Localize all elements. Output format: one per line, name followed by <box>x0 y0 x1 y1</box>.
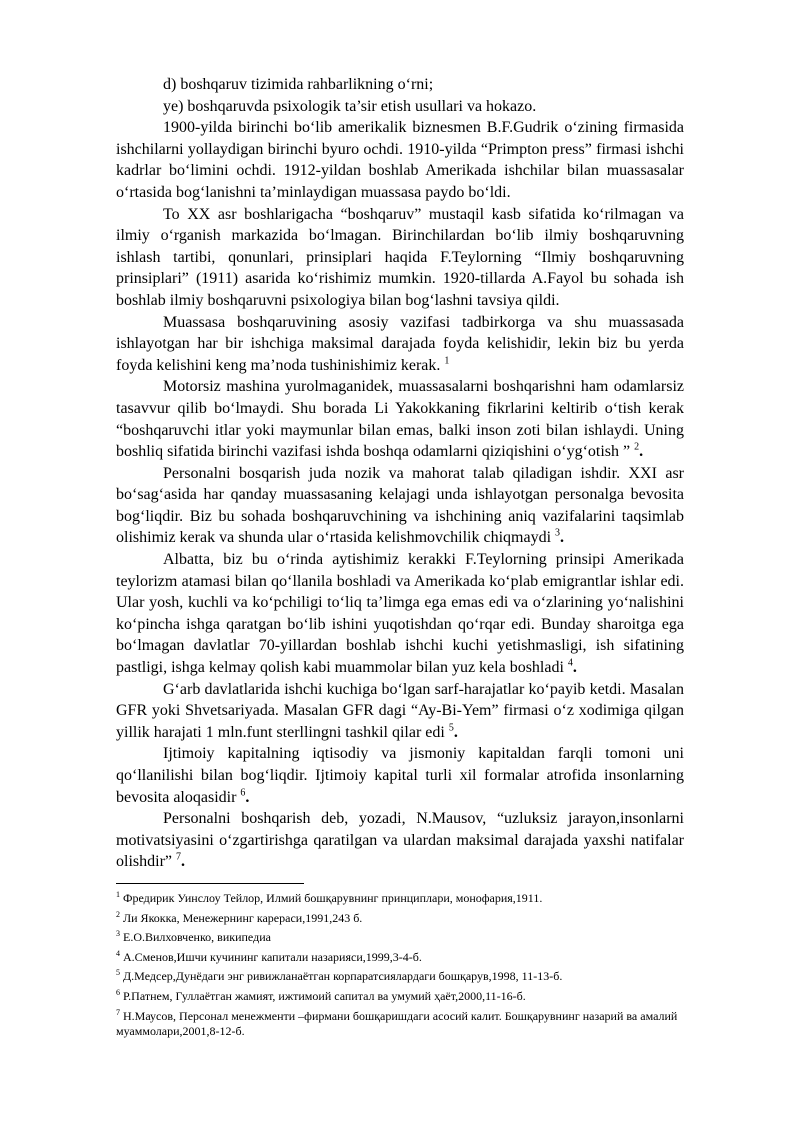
footnote <box>116 926 684 946</box>
footnote <box>116 965 684 985</box>
paragraph-text: ye) boshqaruvda psixologik ta’sir etish usullari va hokazo. <box>163 97 537 115</box>
footnote-text: Д.Медсер,Дунёдаги энг ривижланаётган корпаратсиялардаги бошқарув,1998, 11-13-б. <box>123 969 563 984</box>
footnote-number: 4 <box>116 948 120 958</box>
paragraph-text: Personalni boshqarish deb, yozadi, N.Mausov, “uzluksiz jarayon,insonlarni motivatsiyasini o‘zgartirishga qaratilgan va ulardan maksimal darajada yaxshi natifalar olishdir” <box>116 810 684 871</box>
paragraph-text: G‘arb davlatlarida ishchi kuchiga bo‘lgan sarf-harajatlar ko‘payib ketdi. Masalan GFR yoki Shvetsariyada. Masalan GFR dagi “Ay-Bi-Yem” firmasi o‘z xodimiga qilgan yillik harajati 1 mln.funt sterllingni tashkil qilar edi <box>116 680 684 741</box>
footnote-ref: 5 <box>448 722 454 734</box>
paragraph-text: Motorsiz mashina yurolmaganidek, muassasalarni boshqarishni ham odamlarsiz tasavvur qilib bo‘lmaydi. Shu borada Li Yakokkaning fikrlarini keltirib o‘tish kerak “boshqaruvchi itlar yoki maymunlar bilan emas, balki inson zoti bilan ishlaydi. Uning boshliq sifatida birinchi vazifasi ishda boshqa odamlarni qiziqishini o‘yg‘otish ” <box>116 378 684 461</box>
footnote-number: 5 <box>116 968 120 978</box>
footnote <box>116 946 684 966</box>
footnote-ref: 1 <box>444 355 450 367</box>
paragraph-tail: . <box>453 723 458 741</box>
footnote-ref: 3 <box>555 528 561 540</box>
footnote-ref: 7 <box>176 852 181 864</box>
paragraph-tail: . <box>572 659 577 677</box>
footnote-ref: 4 <box>567 657 573 669</box>
paragraph <box>116 463 684 549</box>
footnote-ref: 6 <box>240 787 246 799</box>
paragraph <box>116 204 684 312</box>
paragraph <box>116 743 684 808</box>
paragraph-tail: . <box>639 443 644 461</box>
paragraph-text: Albatta, biz bu o‘rinda aytishimiz kerakki F.Teylorning prinsipi Amerikada teylorizm atamasi bilan qo‘llanila boshladi va Amerikada ko‘plab emigrantlar ishlar edi. Ular yosh, kuchli va ko‘pchiligi to‘liq ta’limga ega emas edi va o‘zlarining yo‘nalishini ko‘pincha ishga qaratgan bo‘lib ishini yuqotishdan qo‘rqar edi. Bunday sharoitga ega bo‘lmagan davlatlar 70-yillardan boshlab ishchi kuchi yetishmasligi, ish sifatining pastligi, ishga kelmay qolish kabi muammolar bilan yuz kela boshladi <box>116 551 684 677</box>
paragraph-tail: . <box>560 529 565 547</box>
footnote-ref: 2 <box>634 441 640 453</box>
paragraph <box>116 376 684 462</box>
paragraph <box>116 549 684 679</box>
paragraph-tail: . <box>181 853 185 871</box>
paragraph <box>116 96 684 118</box>
footnote-number: 7 <box>116 1007 120 1017</box>
footnote-number: 1 <box>116 889 120 899</box>
document-page <box>116 74 684 1040</box>
footnote <box>116 887 684 907</box>
footnote-number: 6 <box>116 987 120 997</box>
footnote-text: Фредирик Уинслоу Тейлор, Илмий бошқарувнинг принциплари, монофария,1911. <box>123 890 543 905</box>
paragraph-text: To XX asr boshlarigacha “boshqaruv” mustaqil kasb sifatida ko‘rilmagan va ilmiy o‘rganish markazida bo‘lmagan. Birinchilardan bo‘lib ilmiy boshqaruvning ishlash tartibi, qonunlari, prinsiplari haqida F.Teylorning “Ilmiy boshqaruvning prinsiplari” (1911) asarida ko‘rishimiz mumkin. 1920-tillarda A.Fayol bu sohada ish boshlab ilmiy boshqaruvni psixologiya bilan bog‘lashni tavsiya qildi. <box>116 205 684 309</box>
footnote-number: 3 <box>116 929 120 939</box>
paragraph <box>116 117 684 203</box>
footnote <box>116 907 684 927</box>
body-text <box>116 74 684 873</box>
paragraph-text: Muassasa boshqaruvining asosiy vazifasi tadbirkorga va shu muassasada ishlayotgan har bir ishchiga maksimal darajada foyda kelishidir, lekin biz bu yerda foyda kelishini keng ma’noda tushinishimiz kerak. <box>116 313 684 374</box>
paragraph <box>116 808 684 873</box>
paragraph-text: d) boshqaruv tizimida rahbarlikning o‘rni; <box>163 76 434 93</box>
paragraph-tail: . <box>245 788 250 806</box>
footnotes <box>116 883 684 1040</box>
footnote <box>116 1005 684 1040</box>
paragraph-text: Personalni bosqarish juda nozik va mahorat talab qiladigan ishdir. XXI asr bo‘sag‘asida har qanday muassasaning kelajagi unda ishlayotgan personalga bevosita bog‘liqdir. Biz bu sohada boshqaruvchining va ishchining aniq vazifalarini taqsimlab olishimiz kerak va shunda ular o‘rtasida kelishmovchilik chiqmaydi <box>116 464 684 547</box>
footnote-text: Р.Патнем, Гуллаётган жамият, ижтимоий сапитал ва умумий ҳаёт,2000,11-16-б. <box>123 988 526 1003</box>
footnote-number: 2 <box>116 909 120 919</box>
paragraph <box>116 679 684 744</box>
paragraph-text: 1900-yilda birinchi bo‘lib amerikalik biznesmen B.F.Gudrik o‘zining firmasida ishchilarni yollaydigan birinchi byuro ochdi. 1910-yilda “Primpton press” firmasi ishchi kadrlar bo‘limini ochdi. 1912-yildan boshlab Amerikada ishchilar bilan muassasalar o‘rtasida bog‘lanishni ta’minlaydigan muassasa paydo bo‘ldi. <box>116 119 684 201</box>
footnote-text: А.Сменов,Ишчи кучининг капитали назарияси,1999,3-4-б. <box>123 949 422 964</box>
paragraph <box>116 312 684 377</box>
footnote-text: Н.Маусов, Персонал менежменти –фирмани бошқаришдаги асосий калит. Бошқарувнинг назарий ва амалий муаммолари,2001,8-12-б. <box>116 1008 678 1039</box>
footnote-divider <box>116 883 304 884</box>
footnote-text: Е.О.Вилховченко, википедиа <box>123 930 271 945</box>
footnote-text: Ли Якокка, Менежернинг карераси,1991,243 б. <box>123 910 363 925</box>
footnote <box>116 985 684 1005</box>
paragraph-text: Ijtimoiy kapitalning iqtisodiy va jismoniy kapitaldan farqli tomoni uni qo‘llanilishi bilan bog‘liqdir. Ijtimoiy kapital turli xil formalar atrofida insonlarning bevosita aloqasidir <box>116 745 684 806</box>
paragraph <box>116 74 684 96</box>
